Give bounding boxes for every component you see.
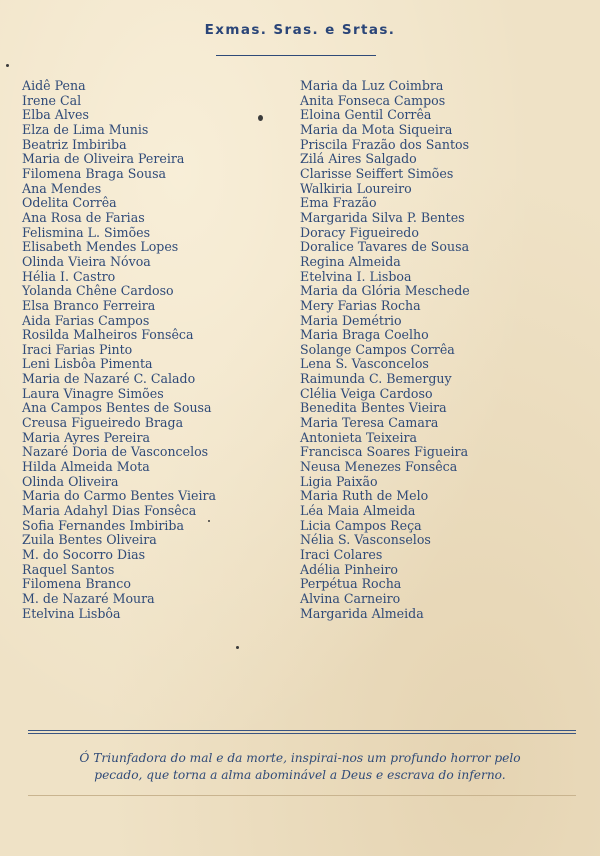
prayer-line-1: Ó Triunfadora do mal e da morte, inspirai-nos um profundo horror pelo [79,751,521,765]
name-entry: Aidê Pena [22,78,86,93]
prayer-text [20,750,580,784]
footer-divider-top-inner [28,733,576,734]
name-entry: Regina Almeida [300,253,401,269]
name-entry: Elsa Branco Ferreira [22,297,156,313]
paper-speck [236,646,239,649]
name-entry: Irene Cal [22,92,82,108]
name-entry: Alvina Carneiro [300,590,401,606]
name-entry: Maria Ruth de Melo [300,488,429,504]
name-entry: Adélia Pinheiro [300,561,398,577]
name-entry: Doralice Tavares de Sousa [300,239,470,255]
name-entry: Elisabeth Mendes Lopes [22,239,179,255]
footer-divider-bottom [28,795,576,796]
names-column-right [300,79,470,621]
name-entry: Leni Lisbôa Pimenta [22,356,153,372]
name-entry: Maria Demétrio [300,312,402,328]
name-entry: M. de Nazaré Moura [22,590,155,606]
name-entry: Eloina Gentil Corrêa [300,107,432,123]
name-entry: Margarida Silva P. Bentes [300,209,465,225]
name-entry: Etelvina Lisbôa [22,605,121,621]
name-entry: Doracy Figueiredo [300,224,419,240]
name-entry: Creusa Figueiredo Braga [22,415,184,431]
paper-speck [6,64,9,67]
title-divider [216,55,376,56]
name-entry: Zuila Bentes Oliveira [22,532,157,548]
name-entry: Odelita Corrêa [22,195,117,211]
page-title: Exmas. Sras. e Srtas. [204,22,396,38]
name-entry: Iraci Colares [300,547,383,562]
name-entry: Maria da Luz Coimbra [300,78,444,93]
name-entry: Raimunda C. Bemerguy [300,371,452,387]
name-entry: Etelvina I. Lisboa [300,268,412,284]
name-entry: Clélia Veiga Cardoso [300,385,433,401]
name-entry: Nazaré Doria de Vasconcelos [22,444,209,460]
name-entry: Zilá Aires Salgado [300,151,417,167]
name-entry: Mery Farias Rocha [300,297,421,313]
name-entry: Léa Maia Almeida [300,503,416,519]
name-entry: Maria da Mota Siqueira [300,121,453,137]
name-entry: Ana Rosa de Farias [22,209,145,225]
names-column-left [22,79,216,621]
name-entry: Maria de Oliveira Pereira [22,151,185,167]
name-entry: Licia Campos Reça [300,517,422,533]
prayer-line-2: pecado, que torna a alma abominável a Deus e escrava do inferno. [94,768,506,782]
name-entry: Perpétua Rocha [300,576,402,592]
name-entry: Priscila Frazão dos Santos [300,136,470,152]
name-entry: Ana Mendes [22,180,102,196]
name-entry: Ema Frazão [300,195,377,211]
name-entry: Solange Campos Corrêa [300,341,455,357]
name-entry: Nélia S. Vasconselos [300,532,431,548]
name-entry: Francisca Soares Figueira [300,444,469,460]
name-entry: Maria do Carmo Bentes Vieira [22,488,217,504]
name-entry: Olinda Vieira Nóvoa [22,253,151,269]
name-entry: Benedita Bentes Vieira [300,400,447,416]
name-entry: Iraci Farias Pinto [22,341,133,357]
name-entry: Laura Vinagre Simões [22,385,164,401]
name-entry: Maria da Glória Meschede [300,283,470,299]
name-entry: Filomena Braga Sousa [22,165,167,181]
name-entry: Raquel Santos [22,561,115,577]
name-entry: Maria de Nazaré C. Calado [22,371,196,387]
name-entry: Maria Teresa Camara [300,415,439,431]
name-entry: Antonieta Teixeira [300,429,418,445]
name-entry: Ana Campos Bentes de Sousa [22,400,212,416]
name-entry: Maria Braga Coelho [300,327,429,343]
paper-speck [208,520,210,522]
footer-divider-top [28,730,576,731]
name-entry: Lena S. Vasconcelos [300,356,429,372]
paper-speck [258,115,263,121]
name-entry: Rosilda Malheiros Fonsêca [22,327,194,343]
name-entry: Margarida Almeida [300,605,424,621]
name-entry: Elba Alves [22,107,89,123]
name-entry: Olinda Oliveira [22,473,119,489]
name-entry: Beatriz Imbiriba [22,136,127,152]
name-entry: Sofia Fernandes Imbiriba [22,517,184,533]
name-entry: Ligia Paixão [300,473,378,489]
name-entry: Maria Adahyl Dias Fonsêca [22,503,197,519]
name-entry: M. do Socorro Dias [22,547,146,562]
name-entry: Yolanda Chêne Cardoso [22,283,174,299]
name-entry: Elza de Lima Munis [22,121,149,137]
name-entry: Aida Farias Campos [22,312,150,328]
name-entry: Walkiria Loureiro [300,180,412,196]
name-entry: Anita Fonseca Campos [300,92,446,108]
name-entry: Felismina L. Simões [22,224,151,240]
name-entry: Hilda Almeida Mota [22,459,150,475]
name-entry: Filomena Branco [22,576,131,592]
name-entry: Neusa Menezes Fonsêca [300,459,458,475]
name-entry: Clarisse Seiffert Simões [300,165,454,181]
name-entry: Maria Ayres Pereira [22,429,150,445]
name-entry: Hélia I. Castro [22,268,116,284]
